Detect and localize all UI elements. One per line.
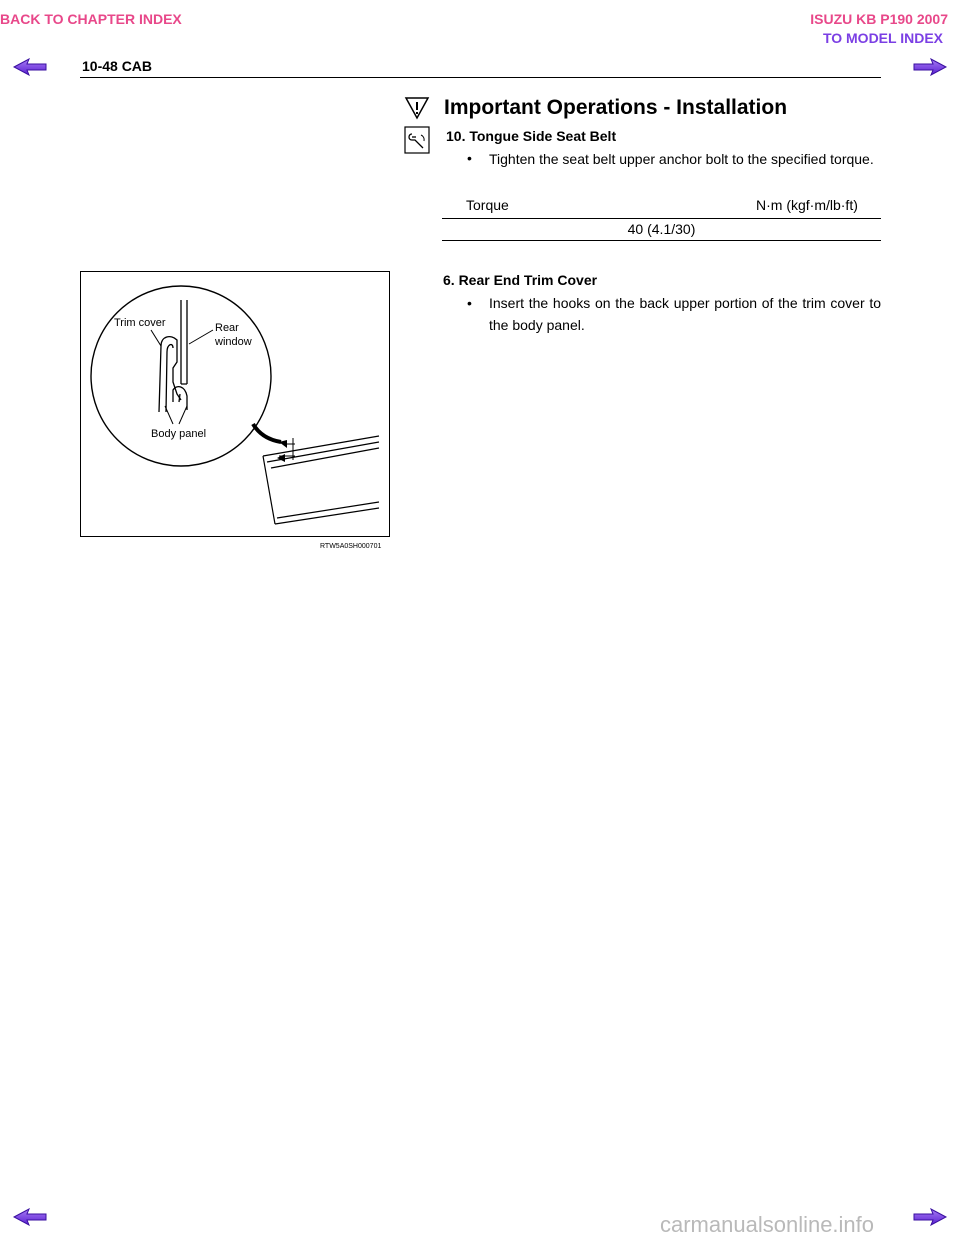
header-rule xyxy=(80,77,881,78)
watermark-text: carmanualsonline.info xyxy=(660,1212,875,1237)
step6-heading: 6. Rear End Trim Cover xyxy=(443,272,598,288)
label-body-panel: Body panel xyxy=(151,428,207,440)
left-arrow-icon[interactable] xyxy=(13,1208,47,1226)
figure-caption: RTW5A0SH000701 xyxy=(320,543,382,550)
torque-label: Torque xyxy=(466,197,509,213)
step10-heading: 10. Tongue Side Seat Belt xyxy=(446,128,617,144)
label-trim-cover: Trim cover xyxy=(114,317,166,329)
table-rule-top xyxy=(442,218,881,219)
label-window: window xyxy=(215,336,252,348)
torque-unit: N·m (kgf·m/lb·ft) xyxy=(756,197,858,213)
to-model-index-link[interactable]: TO MODEL INDEX xyxy=(822,30,943,46)
right-arrow-icon[interactable] xyxy=(913,58,947,76)
bullet-dot: • xyxy=(467,295,472,311)
page-title: 10-48 CAB xyxy=(82,58,153,74)
right-arrow-icon[interactable] xyxy=(913,1208,947,1226)
torque-value: 40 (4.1/30) xyxy=(627,221,696,237)
section-title: Important Operations - Installation xyxy=(444,96,788,119)
figure-frame xyxy=(80,271,390,537)
vehicle-title-link[interactable]: ISUZU KB P190 2007 xyxy=(810,11,948,27)
warning-icon xyxy=(404,96,430,120)
torque-wrench-icon xyxy=(404,126,430,154)
step10-bullet-text: Tighten the seat belt upper anchor bolt to the specified torque. xyxy=(489,151,874,167)
trim-cover-diagram xyxy=(81,272,389,536)
step6-bullet-text: Insert the hooks on the back upper portion of the trim cover to the body panel. xyxy=(489,295,881,333)
left-arrow-icon[interactable] xyxy=(13,58,47,76)
back-to-chapter-index-link[interactable]: BACK TO CHAPTER INDEX xyxy=(0,11,182,27)
bullet-dot: • xyxy=(467,150,472,166)
label-rear: Rear xyxy=(215,322,239,334)
table-rule-bottom xyxy=(442,240,881,241)
